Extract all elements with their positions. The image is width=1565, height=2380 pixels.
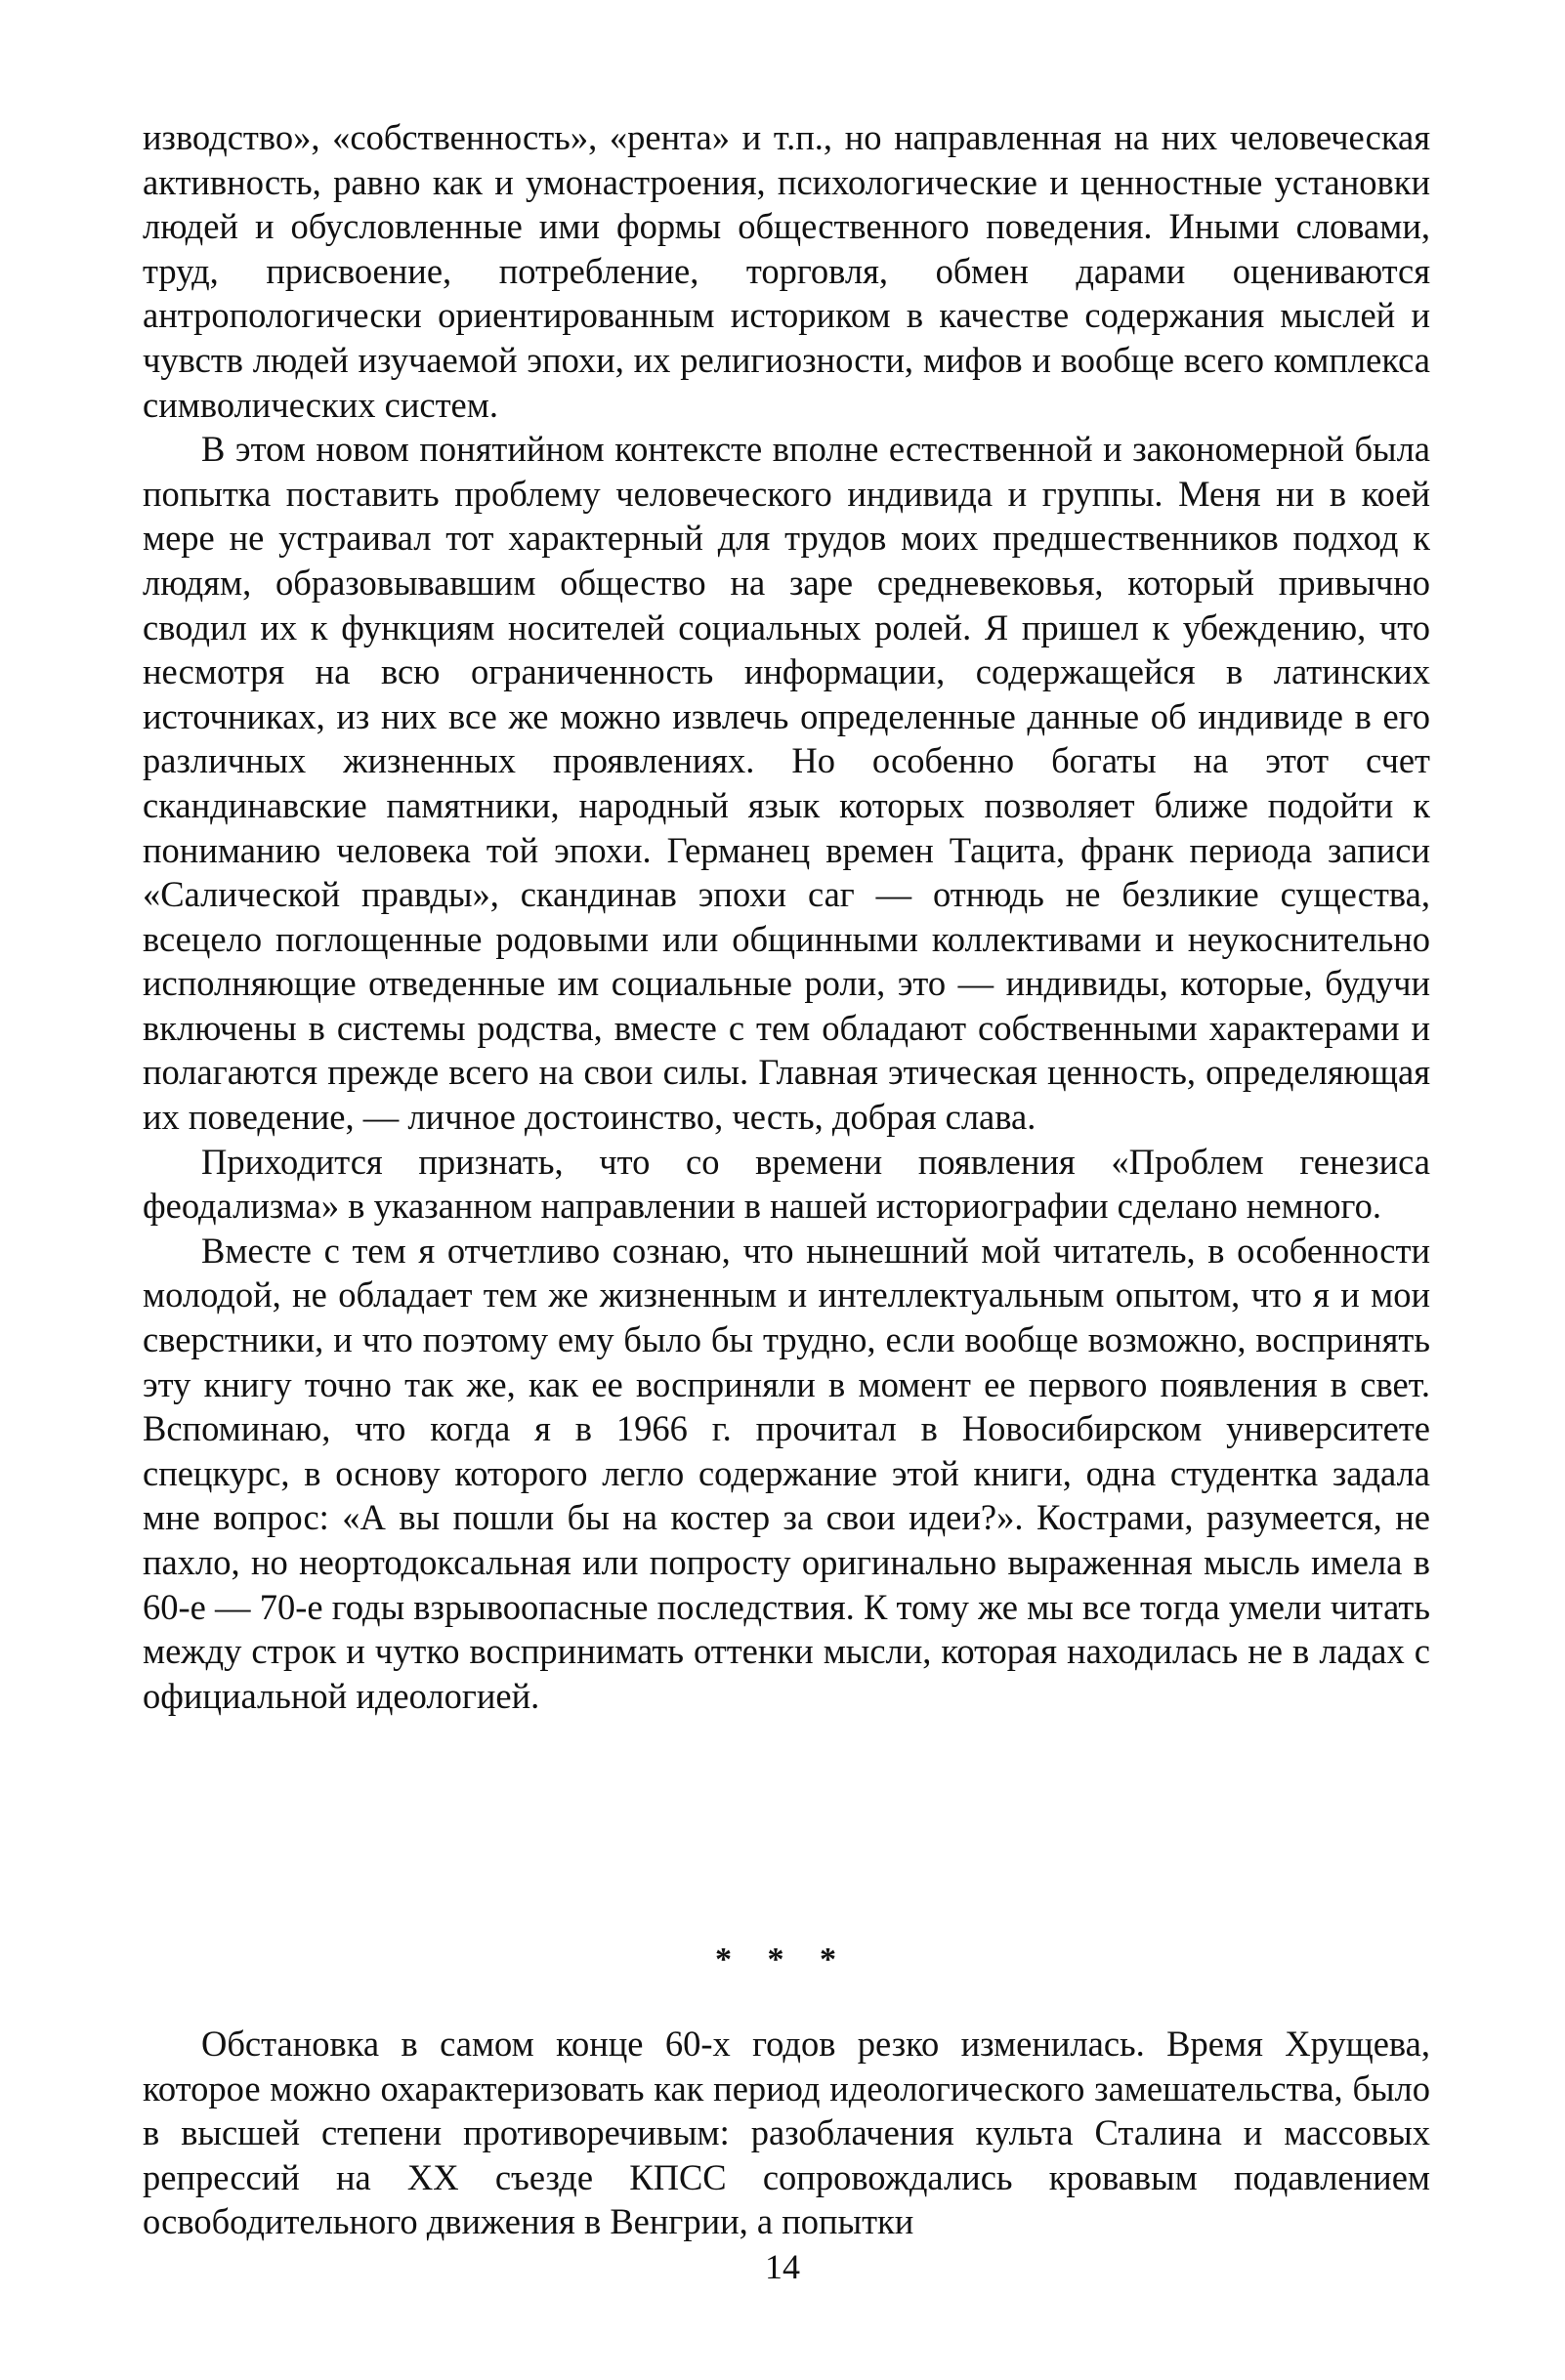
section-separator: * * *: [715, 1942, 850, 1978]
section-two-text: [143, 2022, 1430, 2244]
paragraph-khrushchev: Обстановка в самом конце 60-х годов резко изменилась. Время Хрущева, которое можно охарактеризовать как период идеологического замешательства, было в высшей степени противоречивым: разоблачения культа Сталина и массовых репрессий на XX съезде КПСС сопровождались кровавым подавлением освободительного движения в Венгрии, а попытки: [143, 2024, 1430, 2242]
page-number: 14: [765, 2247, 800, 2286]
paragraph-reader: Вместе с тем я отчетливо сознаю, что нынешний мой читатель, в особенности молодой, не обладает тем же жизненным и интеллектуальным опытом, что я и мои сверстники, и что поэтому ему было бы трудно, если вообще возможно, воспринять эту книгу точно так же, как ее восприняли в момент ее первого появления в свет. Вспоминаю, что когда я в 1966 г. прочитал в Новосибирском университете спецкурс, в основу которого легло содержание этой книги, одна студентка задала мне вопрос: «А вы пошли бы на костер за свои идеи?». Кострами, разумеется, не пахло, но неортодоксальная или попросту оригинально выраженная мысль имела в 60-е — 70-е годы взрывоопасные последствия. К тому же мы все тогда умели читать между строк и чутко воспринимать оттенки мысли, которая находилась не в ладах с официальной идеологией.: [143, 1230, 1430, 1716]
main-text: [143, 115, 1430, 1718]
paragraph-historiography: Приходится признать, что со времени появления «Проблем генезиса феодализма» в указанном направлении в нашей историографии сделано немного.: [143, 1141, 1430, 1227]
paragraph-continuation: изводство», «собственность», «рента» и т.п., но направленная на них человеческая активность, равно как и умонастроения, психологические и ценностные установки людей и обусловленные ими формы общественного поведения. Иными словами, труд, присвоение, потребление, торговля, обмен дарами оцениваются антропологически ориентированным историком в качестве содержания мыслей и чувств людей изучаемой эпохи, их религиозности, мифов и вообще всего комплекса символических систем.: [143, 117, 1430, 425]
paragraph-individual: В этом новом понятийном контексте вполне естественной и закономерной была попытка поставить проблему человеческого индивида и группы. Меня ни в коей мере не устраивал тот характерный для трудов моих предшественников подход к людям, образовывавшим общество на заре средневековья, который привычно сводил их к функциям носителей социальных ролей. Я пришел к убеждению, что несмотря на всю ограниченность информации, содержащейся в латинских источниках, из них все же можно извлечь определенные данные об индивиде в его различных жизненных проявлениях. Но особенно богаты на этот счет скандинавские памятники, народный язык которых позволяет ближе подойти к пониманию человека той эпохи. Германец времен Тацита, франк периода записи «Салической правды», скандинав эпохи саг — отнюдь не безликие существа, всецело поглощенные родовыми или общинными коллективами и неукоснительно исполняющие отведенные им социальные роли, это — индивиды, которые, будучи включены в системы родства, вместе с тем обладают собственными характерами и полагаются прежде всего на свои силы. Главная этическая ценность, определяющая их поведение, — личное достоинство, честь, добрая слава.: [143, 429, 1430, 1138]
